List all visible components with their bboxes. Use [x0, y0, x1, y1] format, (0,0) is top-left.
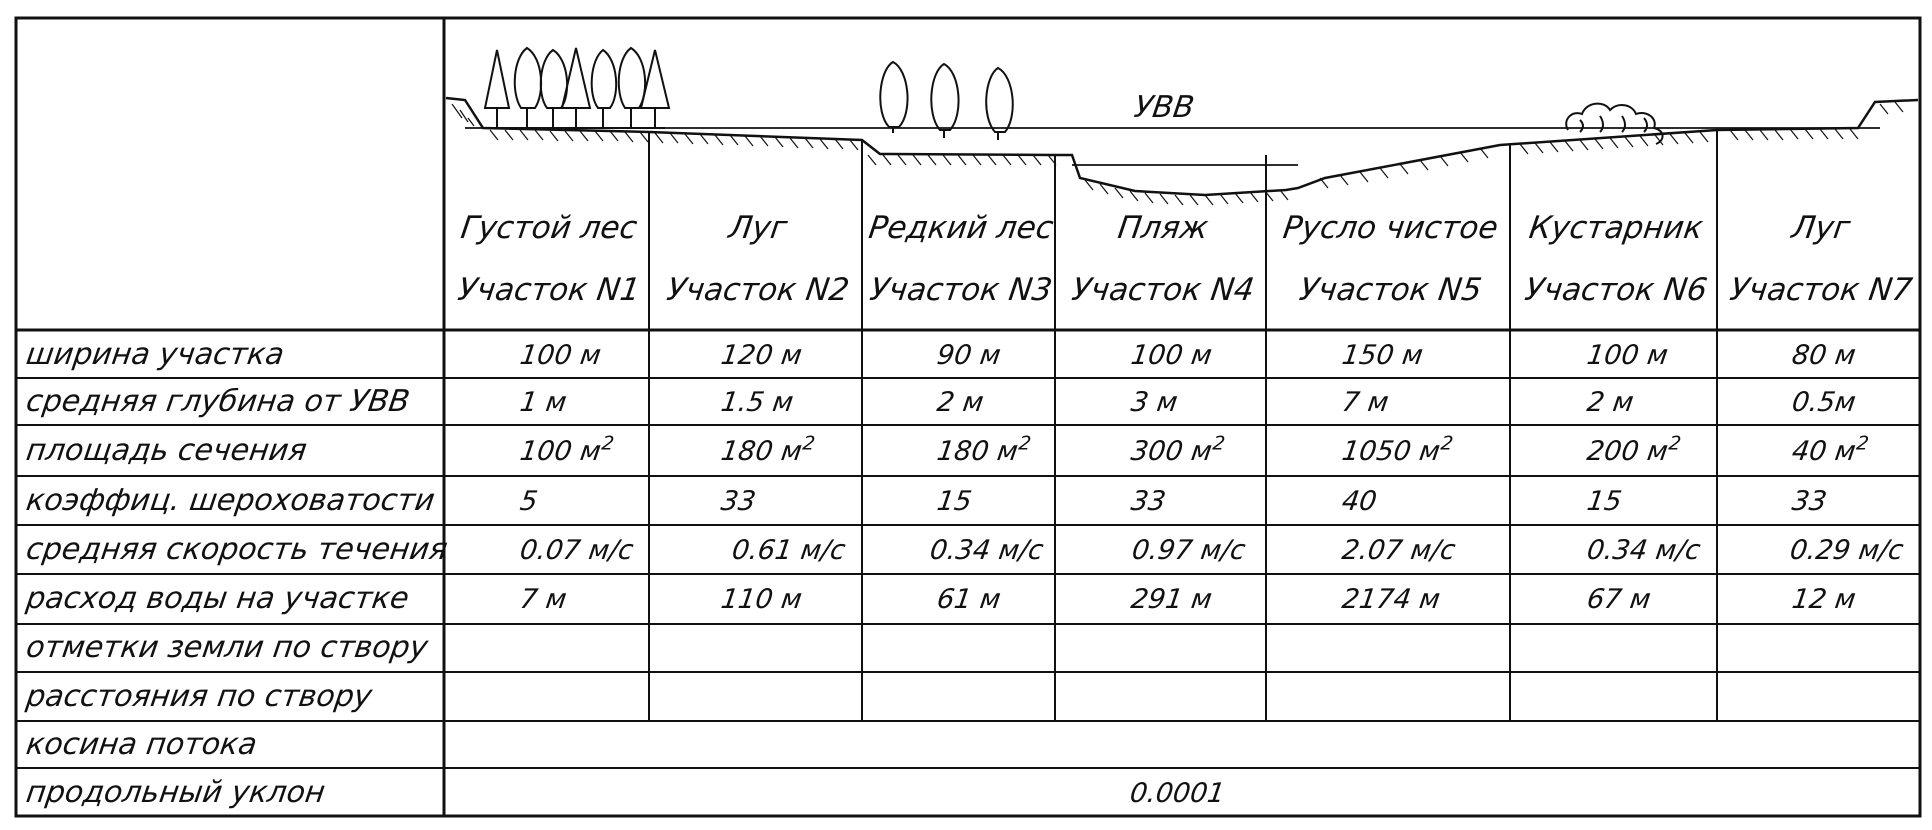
table-cell: 100 м	[1129, 340, 1214, 371]
table-cell: 150 м	[1340, 340, 1425, 371]
table-cell: 200 $м^2$	[1585, 432, 1683, 467]
table-cell: 7 м	[1340, 387, 1391, 418]
section-2-name: Участок N2	[664, 272, 852, 308]
section-5-type: Русло чистое	[1280, 210, 1501, 246]
section-5-name: Участок N5	[1297, 272, 1484, 308]
table-cell: 15	[935, 486, 974, 517]
row-label-depth: средняя глубина от УВВ	[24, 384, 412, 419]
table-cell: 0.29 м/с	[1788, 535, 1906, 566]
row-label-ground-marks: отметки земли по створу	[24, 630, 431, 665]
row-label-width: ширина участка	[24, 337, 287, 372]
table-cell: 33	[719, 486, 758, 517]
table-cell: 12 м	[1790, 584, 1858, 615]
table-cell: 120 м	[719, 340, 804, 371]
table-cell: 100 м	[518, 340, 603, 371]
table-cell: 33	[1790, 486, 1829, 517]
row-label-flow-skew: косина потока	[24, 727, 260, 762]
table-cell: 40	[1340, 486, 1379, 517]
table-cell: 3 м	[1129, 387, 1180, 418]
table-cell: 110 м	[719, 584, 804, 615]
row-label-discharge: расход воды на участке	[24, 581, 412, 616]
table-cell: 15	[1585, 486, 1624, 517]
table-cell: 40 $м^2$	[1790, 432, 1871, 467]
section-6-name: Участок N6	[1522, 272, 1710, 308]
table-cell: 180 $м^2$	[935, 432, 1033, 467]
table-cell: 1.5 м	[719, 387, 796, 418]
table-cell: 100 м	[1585, 340, 1670, 371]
table-cell: 1 м	[518, 387, 569, 418]
section-7-type: Луг	[1789, 210, 1853, 246]
table-cell: 0.5м	[1790, 387, 1858, 418]
table-cell: 2174 м	[1340, 584, 1443, 615]
table-cell: 80 м	[1790, 340, 1858, 371]
dense-forest-icon	[483, 48, 669, 128]
row-label-distances: расстояния по створу	[24, 679, 375, 714]
table-cell: 100 $м^2$	[518, 432, 616, 467]
section-4-name: Участок N4	[1069, 272, 1257, 308]
table-cell: 180 $м^2$	[719, 432, 817, 467]
table-cell: 5	[518, 486, 540, 517]
table-cell: 0.61 м/с	[730, 535, 848, 566]
longitudinal-slope-value: 0.0001	[1128, 778, 1227, 809]
section-2-type: Луг	[726, 210, 790, 246]
section-4-type: Пляж	[1115, 210, 1211, 246]
row-label-slope: продольный уклон	[24, 775, 328, 810]
section-1-name: Участок N1	[455, 272, 643, 308]
row-label-roughness: коэффиц. шероховатости	[24, 483, 437, 518]
section-7-name: Участок N7	[1727, 272, 1915, 308]
table-cell: 2 м	[1585, 387, 1636, 418]
section-6-type: Кустарник	[1526, 210, 1706, 246]
table-cell: 61 м	[935, 584, 1003, 615]
table-cell: 67 м	[1585, 584, 1653, 615]
table-cell: 33	[1129, 486, 1168, 517]
row-label-area: площадь сечения	[24, 433, 309, 468]
table-cell: 7 м	[518, 584, 569, 615]
row-label-velocity: средняя скорость течения	[24, 532, 450, 567]
table-cell: 0.34 м/с	[928, 535, 1046, 566]
section-1-type: Густой лес	[458, 210, 640, 246]
table-cell: 2 м	[935, 387, 986, 418]
table-cell: 90 м	[935, 340, 1003, 371]
table-cell: 0.07 м/с	[518, 535, 636, 566]
table-cell: 0.97 м/с	[1130, 535, 1248, 566]
section-3-name: Участок N3	[867, 272, 1055, 308]
table-cell: 0.34 м/с	[1585, 535, 1703, 566]
table-cell: 291 м	[1129, 584, 1214, 615]
table-cell: 300 $м^2$	[1129, 432, 1227, 467]
table-cell: 2.07 м/с	[1340, 535, 1458, 566]
water-level-label: УВВ	[1132, 90, 1197, 125]
table-cell: 1050 $м^2$	[1340, 432, 1455, 467]
section-3-type: Редкий лес	[866, 210, 1056, 246]
